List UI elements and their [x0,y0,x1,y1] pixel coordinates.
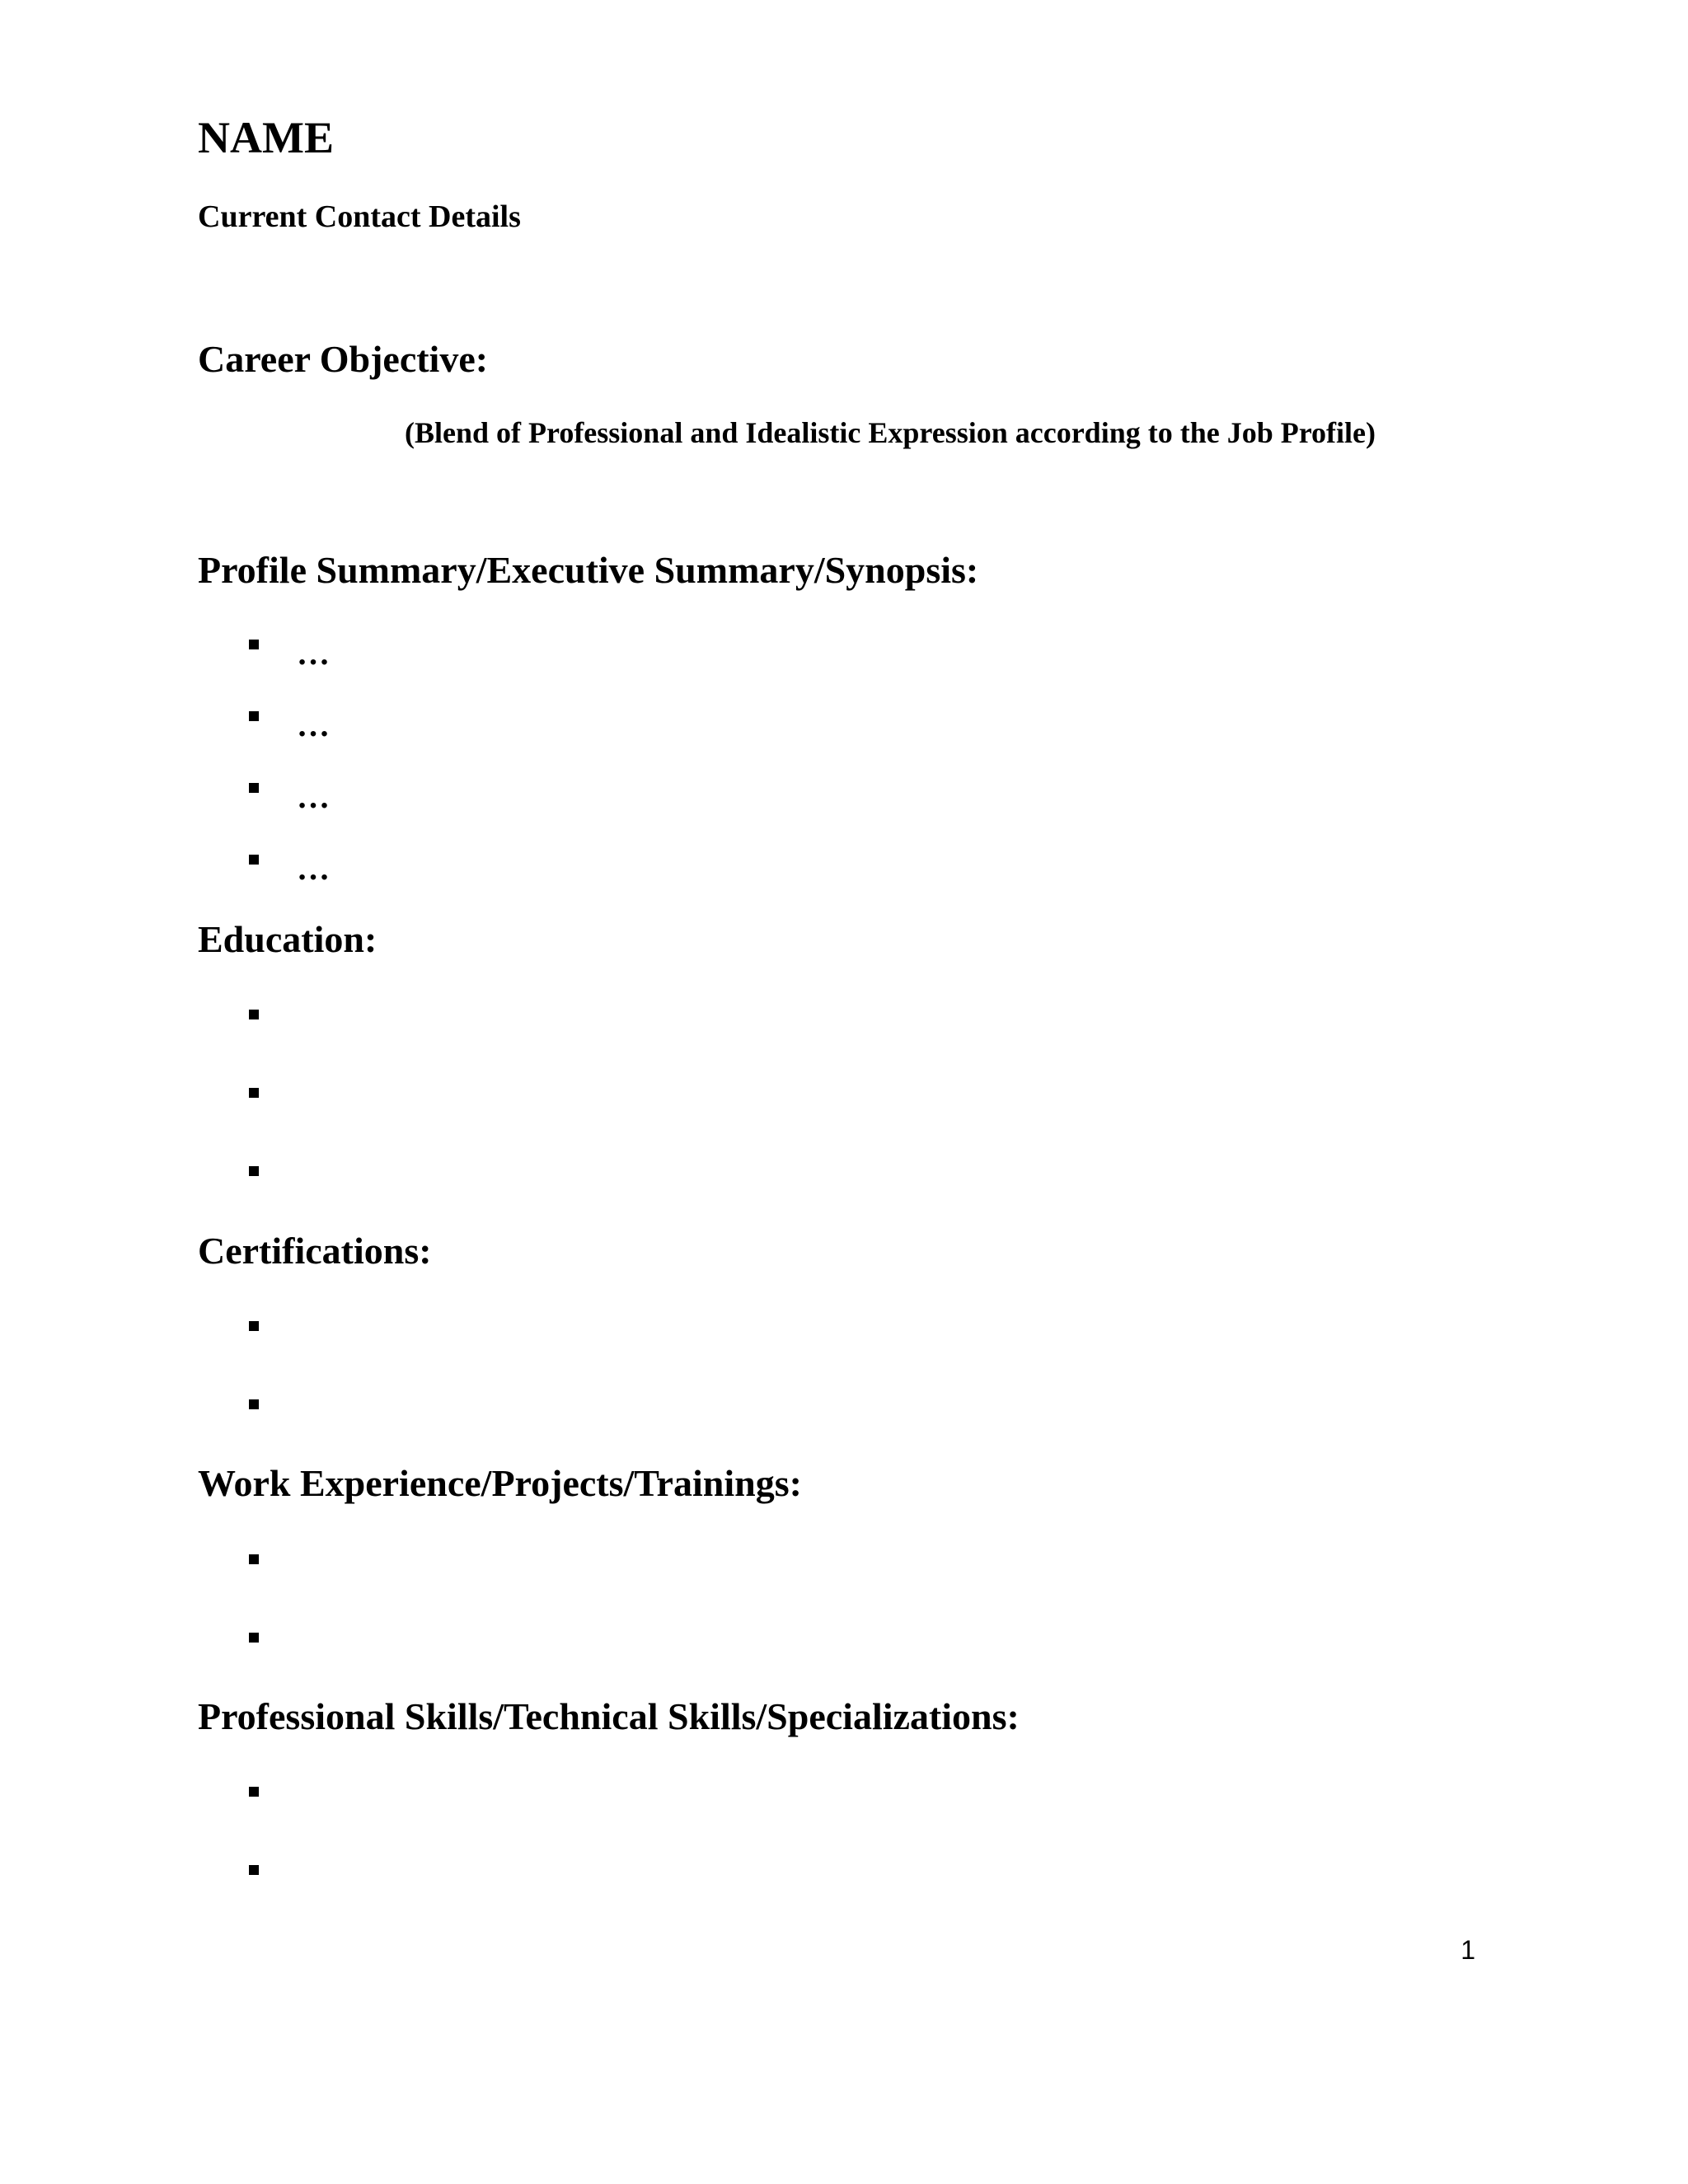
bullet-icon [249,1787,259,1797]
contact-details: Current Contact Details [198,199,521,234]
profile-summary-item: … [297,778,330,815]
bullet-icon [249,1633,259,1643]
bullet-icon [249,711,259,721]
bullet-icon [249,855,259,865]
bullet-icon [249,1010,259,1019]
career-objective-note: (Blend of Professional and Idealistic Expression according to the Job Profile) [404,416,1376,449]
bullet-icon [249,1088,259,1098]
bullet-icon [249,1321,259,1331]
bullet-icon [249,1399,259,1409]
work-experience-heading: Work Experience/Projects/Trainings: [198,1462,802,1504]
profile-summary-item: … [297,706,330,743]
profile-summary-item: … [297,635,330,672]
bullet-icon [249,640,259,649]
profile-summary-heading: Profile Summary/Executive Summary/Synopsis: [198,549,979,591]
skills-heading: Professional Skills/Technical Skills/Specializations: [198,1695,1020,1737]
page-number: 1 [1461,1935,1475,1965]
education-heading: Education: [198,918,377,960]
career-objective-heading: Career Objective: [198,338,489,380]
bullet-icon [249,1865,259,1875]
profile-summary-item: … [297,850,330,887]
bullet-icon [249,783,259,793]
certifications-heading: Certifications: [198,1230,432,1272]
bullet-icon [249,1166,259,1176]
name-heading: NAME [198,113,334,162]
bullet-icon [249,1554,259,1564]
